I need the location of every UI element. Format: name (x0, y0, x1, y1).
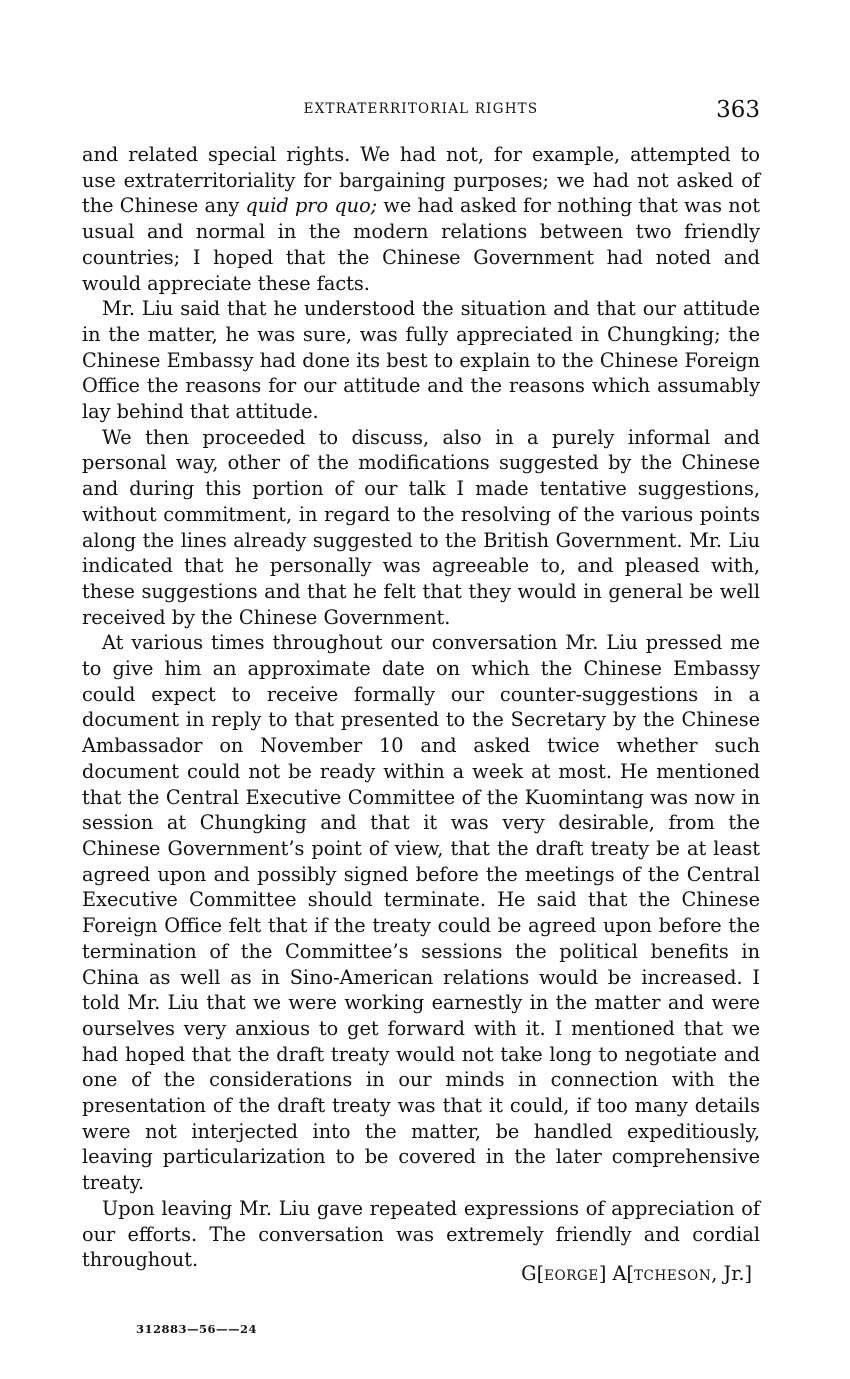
signature-g: G[ (521, 1262, 545, 1285)
paragraph-3: We then proceeded to discuss, also in a purely informal and personal way, other of the modifications suggested by the Chinese and during this portion of our talk I made tentative suggestions, without commitment, in regard to the resolving of the various points along the lines already suggested to the British Government. Mr. Liu indicated that he personally was agreeable to, and pleased with, these suggestions and that he felt that they would in general be well received by the Chinese Government. (82, 425, 760, 629)
signature-a: ] A[ (598, 1262, 634, 1285)
running-head: EXTRATERRITORIAL RIGHTS (303, 101, 539, 117)
page-header (82, 98, 760, 128)
paragraph-2: Mr. Liu said that he understood the situation and that our attitude in the matter, he was sure, was fully appreciated in Chungking; the Chinese Embassy had done its best to explain to the Chinese Foreign Office the reasons for our attitude and the reasons which assumably lay behind that attitude. (82, 297, 760, 424)
latin-phrase: quid pro quo; (245, 194, 378, 218)
paragraph-5: Upon leaving Mr. Liu gave repeated expressions of appreciation of our efforts. The conversation was extremely friendly and cordial throughout. (82, 1196, 760, 1272)
signature-suffix: , Jr.] (711, 1262, 752, 1285)
paragraph-1-text-b: we had asked for nothing that was not usual and normal in the modern relations between two friendly countries; I hoped that the Chinese Government had noted and would appreciate these facts. (82, 194, 760, 295)
signature-last-name: TCHESON (633, 1268, 712, 1284)
signature (521, 1262, 752, 1285)
print-code: 312883—56——24 (136, 1322, 258, 1336)
paragraph-1-text-a: and related special rights. We had not, for example, attempted to use extraterritoriality for bargaining purposes; we had not asked of the Chinese any (82, 143, 760, 218)
body-text (82, 142, 760, 1273)
paragraph-1 (82, 142, 760, 296)
page-number: 363 (716, 97, 760, 123)
signature-first-name: EORGE (544, 1268, 599, 1284)
paragraph-4: At various times throughout our conversation Mr. Liu pressed me to give him an approximate date on which the Chinese Embassy could expect to receive formally our counter-suggestions in a document in reply to that presented to the Secretary by the Chinese Ambassador on November 10 and asked twice whether such document could not be ready within a week at most. He mentioned that the Central Executive Committee of the Kuomintang was now in session at Chungking and that it was very desirable, from the Chinese Government’s point of view, that the draft treaty be at least agreed upon and possibly signed before the meetings of the Central Executive Committee should terminate. He said that the Chinese Foreign Office felt that if the treaty could be agreed upon before the termination of the Committee’s sessions the political benefits in China as well as in Sino-American relations would be increased. I told Mr. Liu that we were working earnestly in the matter and were ourselves very anxious to get forward with it. I mentioned that we had hoped that the draft treaty would not take long to negotiate and one of the considerations in our minds in connection with the presentation of the draft treaty was that it could, if too many details were not interjected into the matter, be handled expeditiously, leaving particularization to be covered in the later comprehensive treaty. (82, 631, 760, 1195)
